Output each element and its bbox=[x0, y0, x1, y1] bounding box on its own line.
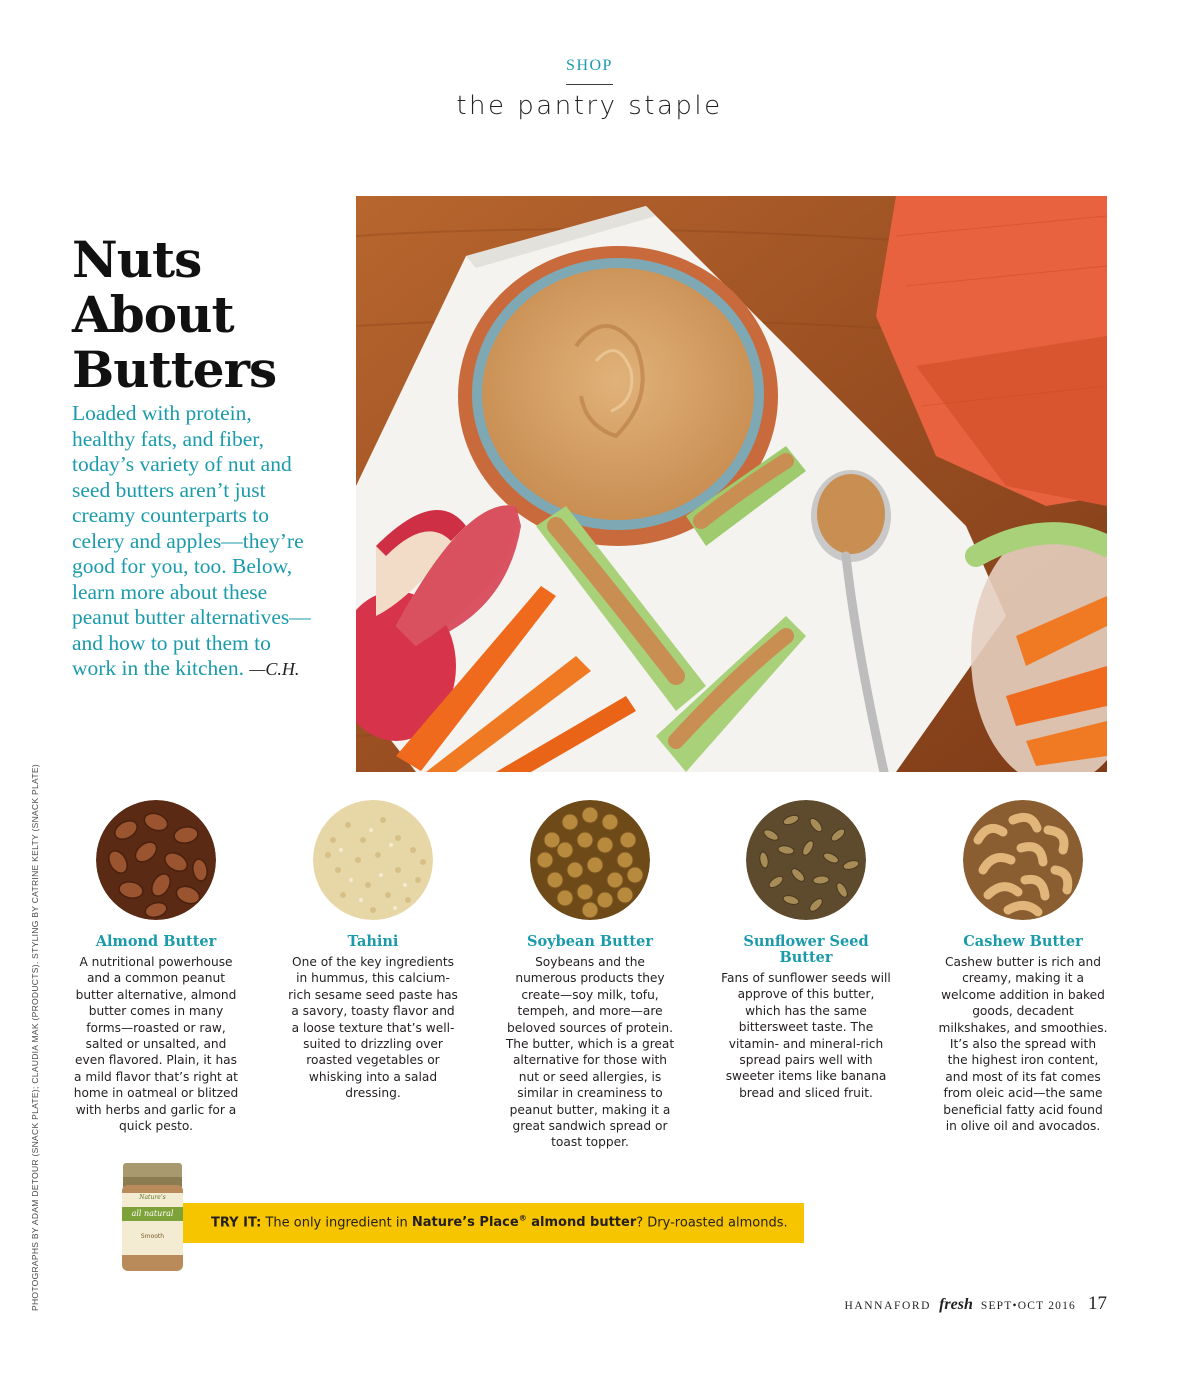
almonds-image bbox=[96, 800, 216, 920]
tryit-label: TRY IT: bbox=[211, 1215, 262, 1231]
photo-credit: PHOTOGRAPHS BY ADAM DETOUR (SNACK PLATE); CLAUDIA MAK (PRODUCTS). STYLING BY CATRINE KELTY (SNACK PLATE) bbox=[30, 764, 40, 1311]
section-divider bbox=[566, 84, 613, 85]
butter-name: Almond Butter bbox=[95, 933, 217, 950]
soybeans-image bbox=[530, 800, 650, 920]
intro-text: Loaded with protein, healthy fats, and fiber, today’s variety of nut and seed butters aren’t just creamy counterparts to celery and apples—they’re good for you, too. Below, learn more about these peanut butter alternatives—and how to put them to work in the kitchen. bbox=[72, 401, 311, 680]
jar-label: all natural bbox=[131, 1209, 174, 1218]
footer-issue: SEPT•OCT 2016 bbox=[980, 1300, 1076, 1312]
sesame-seeds-image bbox=[313, 800, 433, 920]
tryit-text-after: ? Dry-roasted almonds. bbox=[636, 1215, 788, 1231]
page-number: 17 bbox=[1088, 1293, 1107, 1314]
headline-line-1: Nuts bbox=[72, 230, 202, 289]
jar-label-bottom: Smooth bbox=[140, 1233, 165, 1240]
footer-magazine: fresh bbox=[939, 1296, 973, 1313]
jar-label-top: Nature’s bbox=[139, 1194, 166, 1201]
butter-item-soybean bbox=[500, 800, 680, 1151]
tryit-text-before: The only ingredient in bbox=[261, 1215, 412, 1231]
butter-description: A nutritional powerhouse and a common peanut butter alternative, almond butter comes in many forms—roasted or raw, salted or unsalted, and even flavored. Plain, it has a mild flavor that’s right at home in oatmeal or blitzed with herbs and garlic for a quick pesto. bbox=[73, 955, 239, 1134]
registered-mark: ® bbox=[518, 1214, 527, 1223]
tryit-text bbox=[211, 1214, 788, 1230]
headline-line-3: Butters bbox=[72, 340, 277, 399]
soybeans-icon bbox=[530, 800, 650, 920]
butter-item-almond bbox=[66, 800, 246, 1134]
section-title: the pantry staple bbox=[456, 91, 723, 121]
butter-name: Tahini bbox=[347, 933, 399, 950]
headline-line-2: About bbox=[72, 285, 234, 344]
butter-description: Cashew butter is rich and creamy, making it a welcome addition in baked goods, decadent milkshakes, and smoothies. It’s also the spread with the highest iron content, and most of its fat comes from oleic acid—the same beneficial fatty acid found in olive oil and avocados. bbox=[938, 955, 1108, 1134]
butter-item-tahini bbox=[283, 800, 463, 1102]
footer-brand: HANNAFORD bbox=[844, 1300, 932, 1312]
butter-name: Soybean Butter bbox=[527, 933, 653, 950]
tryit-product bbox=[412, 1215, 636, 1230]
page-footer bbox=[844, 1293, 1107, 1315]
byline: —C.H. bbox=[249, 659, 300, 679]
almond-butter-jar-icon bbox=[120, 1163, 185, 1273]
snack-plate-illustration bbox=[356, 196, 1107, 772]
sunflower-seeds-image bbox=[746, 800, 866, 920]
hero-photo-snack-plate bbox=[356, 196, 1107, 772]
butter-name: Cashew Butter bbox=[963, 933, 1083, 950]
article-headline bbox=[72, 232, 276, 397]
sunflower-seeds-icon bbox=[746, 800, 866, 920]
butter-item-cashew bbox=[933, 800, 1113, 1134]
cashews-icon bbox=[963, 800, 1083, 920]
section-label: SHOP bbox=[566, 57, 613, 74]
cashews-image bbox=[963, 800, 1083, 920]
article-intro bbox=[72, 401, 317, 683]
sesame-seeds-icon bbox=[313, 800, 433, 920]
butter-name: Sunflower Seed Butter bbox=[743, 933, 869, 966]
butter-description: One of the key ingredients in hummus, this calcium-rich sesame seed paste has a savory, toasty flavor and a loose texture that’s well-suited to drizzling over roasted vegetables or whisking into a salad dressing. bbox=[288, 955, 458, 1101]
almonds-icon bbox=[96, 800, 216, 920]
butter-description: Soybeans and the numerous products they create—soy milk, tofu, tempeh, and more—are beloved sources of protein. The butter, which is a great alternative for those with nut or seed allergies, is similar in creaminess to peanut butter, making it a great sandwich spread or toast topper. bbox=[505, 955, 675, 1150]
tryit-product-name: Nature’s Place bbox=[411, 1215, 519, 1231]
jar-image bbox=[120, 1163, 185, 1273]
butter-item-sunflower-seed bbox=[716, 800, 896, 1101]
tryit-product-suffix: almond butter bbox=[526, 1215, 637, 1231]
butter-description: Fans of sunflower seeds will approve of this butter, which has the same bittersweet taste. The vitamin- and mineral-rich spread pairs well with sweeter items like banana bread and sliced fruit. bbox=[721, 971, 891, 1100]
